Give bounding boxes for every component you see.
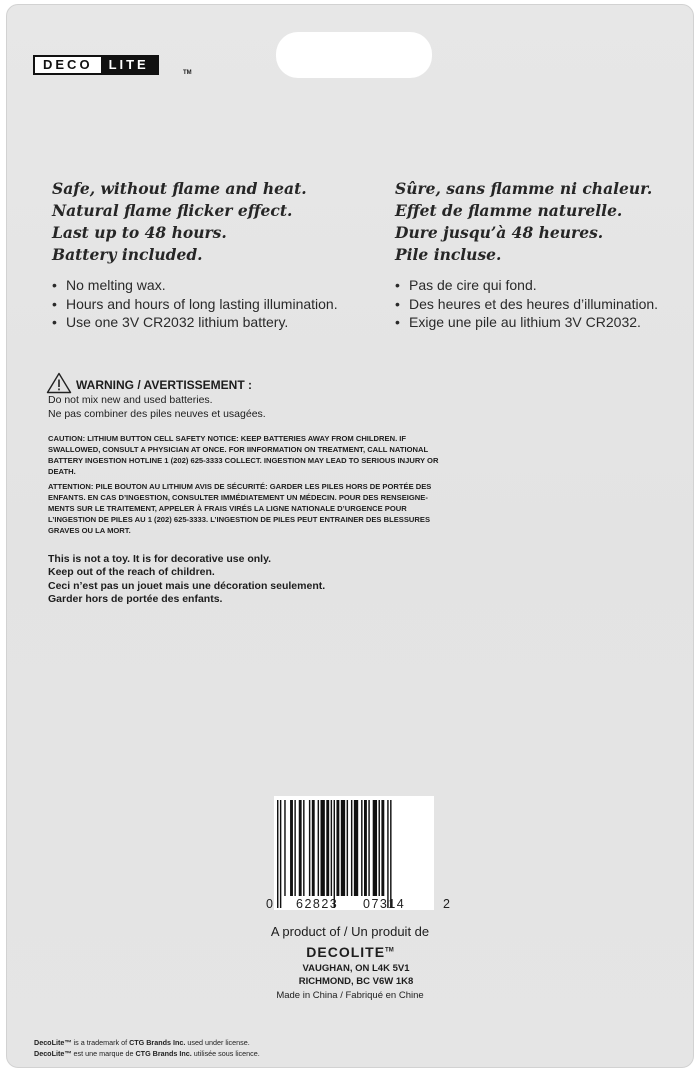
warning-heading — [46, 370, 252, 394]
trademark-text: utilisée sous licence. — [191, 1049, 260, 1058]
trademark-company: CTG Brands Inc. — [135, 1049, 192, 1058]
made-in-label: Made in China / Fabriqué en Chine — [276, 990, 424, 1001]
caution-line: BATTERY INGESTION HOTLINE 1 (202) 625-3333 COLLECT. INGESTION MAY LEAD TO SERIOUS INJURY OR — [48, 456, 439, 465]
barcode-bar — [336, 800, 339, 896]
bullet-list-french — [395, 276, 695, 332]
toy-notice — [48, 553, 325, 606]
features-french — [395, 178, 700, 266]
bullet-item: • Hours and hours of long lasting illumination. — [52, 295, 372, 314]
trademark-notice — [34, 1037, 260, 1059]
logo-deco: DECO — [35, 57, 101, 73]
barcode-bar — [331, 800, 332, 896]
barcode-bar — [334, 800, 335, 908]
decolite-logo — [33, 55, 159, 75]
warning-text — [48, 394, 266, 421]
warning-line: Ne pas combiner des piles neuves et usagées. — [48, 407, 266, 420]
features-english — [52, 178, 362, 266]
trademark-brand: DecoLite™ — [34, 1038, 72, 1047]
trademark-text: used under license. — [185, 1038, 250, 1047]
trademark-text: is a trademark of — [71, 1038, 130, 1047]
address-line: RICHMOND, BC V6W 1K8 — [298, 976, 414, 987]
brand-name-text: DECOLITE — [306, 944, 386, 960]
barcode-bar — [294, 800, 295, 896]
barcode-bar — [280, 800, 281, 908]
barcode-bar — [299, 800, 302, 896]
bullet-item: • Des heures et des heures d’illumination. — [395, 295, 695, 314]
barcode-bar — [361, 800, 362, 896]
bullet-item: • Pas de cire qui fond. — [395, 276, 695, 295]
trademark-company: CTG Brands Inc. — [129, 1038, 186, 1047]
barcode-bar — [351, 800, 352, 896]
feature-line: Dure jusqu’à 48 heures. — [395, 223, 604, 242]
barcode-digit-system: 0 — [266, 897, 273, 911]
toy-line: Ceci n’est pas un jouet mais une décoration seulement. — [48, 579, 326, 592]
barcode-bar — [379, 800, 380, 896]
caution-line: DEATH. — [48, 467, 76, 476]
caution-notice-french — [48, 481, 448, 536]
caution-line: CAUTION: LITHIUM BUTTON CELL SAFETY NOTICE: KEEP BATTERIES AWAY FROM CHILDREN. IF — [48, 434, 407, 443]
feature-line: Sûre, sans flamme ni chaleur. — [395, 179, 653, 198]
trademark-brand: DecoLite™ — [34, 1049, 72, 1058]
feature-line: Safe, without flame and heat. — [52, 179, 307, 198]
warning-line: Do not mix new and used batteries. — [48, 394, 213, 406]
feature-line: Effet de flamme naturelle. — [395, 201, 623, 220]
barcode-bar — [312, 800, 315, 896]
attention-line: ENFANTS. EN CAS D’INGESTION, CONSULTER IMMÉDIATEMENT UN MÉDECIN. POUR DES RENSEIGNE- — [48, 493, 428, 502]
attention-line: L’INGESTION DE PILES AU 1 (202) 625-3333. L’INGESTION DE PILES PEUT ENTRAINER DES BLESSURES — [48, 515, 431, 524]
trademark-line-french — [34, 1048, 260, 1059]
warning-triangle-icon — [46, 372, 72, 394]
upc-barcode — [274, 796, 434, 910]
logo-lite: LITE — [101, 57, 157, 73]
product-of-label: A product of / Un produit de — [270, 924, 430, 939]
feature-line: Last up to 48 hours. — [52, 223, 227, 242]
address-line: VAUGHAN, ON L4K 5V1 — [302, 963, 410, 974]
barcode-bar — [290, 800, 293, 896]
barcode-bar — [303, 800, 304, 896]
barcode-digits-left: 62823 — [296, 897, 339, 911]
barcode-bar — [284, 800, 285, 896]
attention-line: ATTENTION: PILE BOUTON AU LITHIUM AVIS DE SÉCURITÉ: GARDER LES PILES HORS DE PORTÉE DES — [48, 482, 432, 491]
feature-line: Pile incluse. — [395, 245, 502, 264]
bullet-list-english — [52, 276, 372, 332]
toy-line: Keep out of the reach of children. — [48, 566, 215, 579]
hang-hole — [276, 32, 432, 78]
barcode-bar — [318, 800, 319, 896]
barcode-bar — [364, 800, 367, 896]
feature-line: Natural flame flicker effect. — [52, 201, 293, 220]
trademark-text: est une marque de — [71, 1049, 136, 1058]
warning-title: WARNING / AVERTISSEMENT : — [76, 378, 253, 392]
barcode-bar — [387, 800, 388, 908]
barcode-bar — [347, 800, 348, 896]
barcode-bar — [321, 800, 325, 896]
toy-line: Garder hors de portée des enfants. — [48, 592, 223, 605]
barcode-bar — [354, 800, 358, 896]
barcode-bar — [309, 800, 310, 896]
barcode-bar — [373, 800, 377, 896]
barcode-digit-check: 2 — [443, 897, 450, 911]
attention-line: GRAVES OU LA MORT. — [48, 526, 131, 535]
barcode-bar — [381, 800, 384, 896]
trademark-line-english — [34, 1037, 260, 1048]
barcode-bar — [277, 800, 278, 908]
logo-trademark: TM — [183, 70, 192, 76]
bullet-item: • Use one 3V CR2032 lithium battery. — [52, 313, 372, 332]
caution-line: SWALLOWED, CONSULT A PHYSICIAN AT ONCE. FOR IINFORMATION ON TREATMENT, CALL NATIONAL — [48, 445, 429, 454]
attention-line: MENTS SUR LE TRAITEMENT, APPELER À FRAIS VIRÉS LA LIGNE NATIONALE D’URGENCE POUR — [48, 504, 407, 513]
brand-name — [0, 944, 700, 960]
barcode-bar — [368, 800, 369, 896]
feature-line: Battery included. — [52, 245, 203, 264]
toy-line: This is not a toy. It is for decorative use only. — [48, 553, 272, 565]
barcode-bar — [326, 800, 329, 896]
bullet-item: • No melting wax. — [52, 276, 372, 295]
bullet-item: • Exige une pile au lithium 3V CR2032. — [395, 313, 695, 332]
barcode-bar — [341, 800, 345, 896]
barcode-bar — [390, 800, 391, 908]
barcode-digits-right: 07314 — [363, 897, 406, 911]
caution-notice-english — [48, 433, 448, 477]
brand-trademark: TM — [385, 947, 394, 954]
